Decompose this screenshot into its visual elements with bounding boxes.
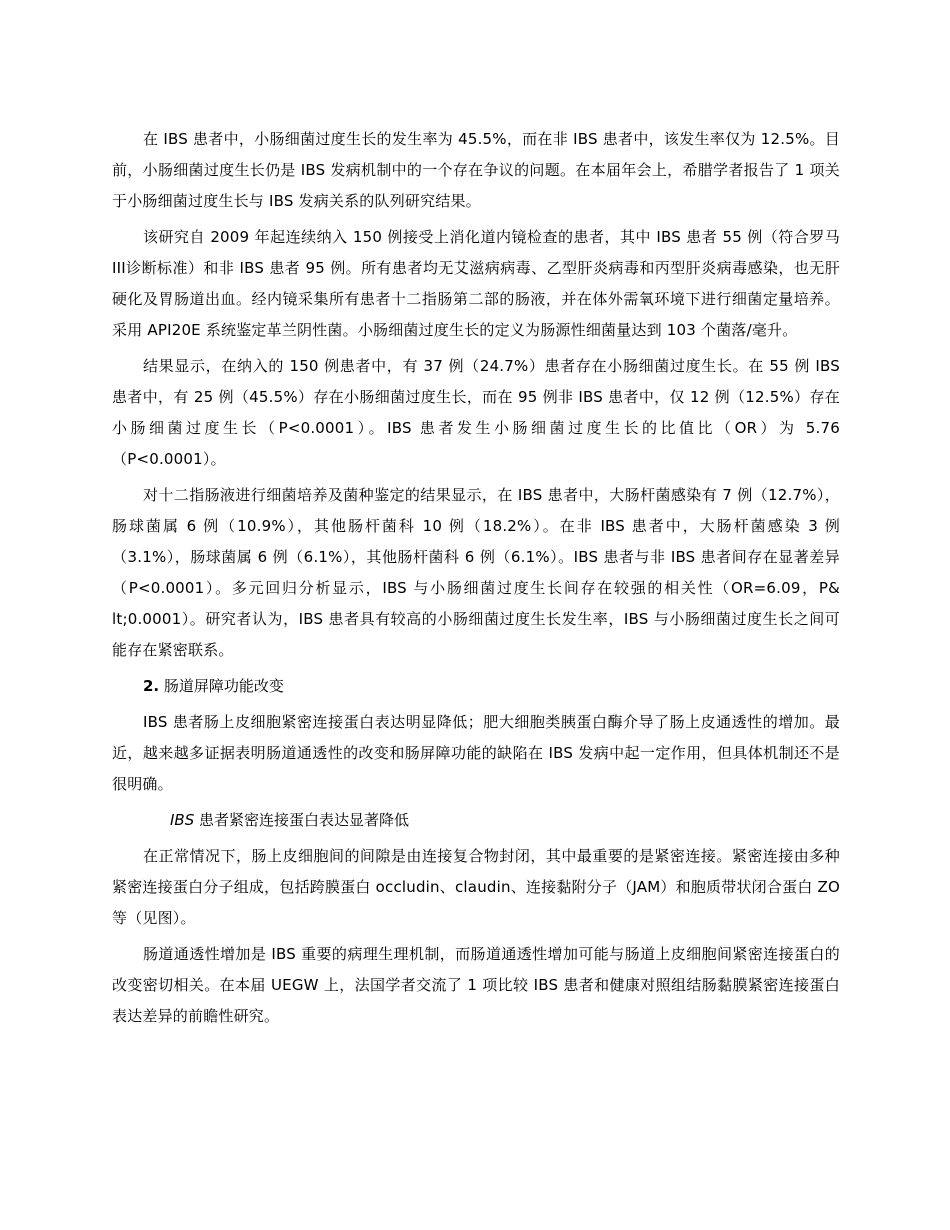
paragraph-permeability: 肠道通透性增加是 IBS 重要的病理生理机制，而肠道通透性增加可能与肠道上皮细胞间紧密连接蛋白的改变密切相关。在本届 UEGW 上，法国学者交流了 1 项比较 IBS 患者和健康对照组结肠黏膜紧密连接蛋白表达差异的前瞻性研究。 <box>112 945 840 1025</box>
subheading-latin: IBS <box>170 811 195 829</box>
subsection-heading-tight-junction <box>112 805 840 836</box>
section-heading-barrier <box>112 671 840 702</box>
subheading-text: 患者紧密连接蛋白表达显著降低 <box>194 811 410 829</box>
section-title: 肠道屏障功能改变 <box>159 677 284 695</box>
section-number: 2. <box>143 677 160 695</box>
paragraph-barrier-intro: IBS 患者肠上皮细胞紧密连接蛋白表达明显降低；肥大细胞类胰蛋白酶介导了肠上皮通透性的增加。最近，越来越多证据表明肠道通透性的改变和肠屏障功能的缺陷在 IBS 发病中起一定作用，但具体机制还不是很明确。 <box>112 713 840 793</box>
document-body <box>112 124 840 1037</box>
paragraph-study-design: 该研究自 2009 年起连续纳入 150 例接受上消化道内镜检查的患者，其中 IBS 患者 55 例（符合罗马III诊断标准）和非 IBS 患者 95 例。所有患者均无艾滋病病毒、乙型肝炎病毒和丙型肝炎病毒感染，也无肝硬化及胃肠道出血。经内镜采集所有患者十二指肠第二部的肠液，并在体外需氧环境下进行细菌定量培养。采用 API20E 系统鉴定革兰阴性菌。小肠细菌过度生长的定义为肠源性细菌量达到 103 个菌落/毫升。 <box>112 228 840 339</box>
paragraph-tight-junction: 在正常情况下，肠上皮细胞间的间隙是由连接复合物封闭，其中最重要的是紧密连接。紧密连接由多种紧密连接蛋白分子组成，包括跨膜蛋白 occludin、claudin、连接黏附分子（JAM）和胞质带状闭合蛋白 ZO 等（见图）。 <box>112 847 840 927</box>
paragraph-bacterial-culture: 对十二指肠液进行细菌培养及菌种鉴定的结果显示，在 IBS 患者中，大肠杆菌感染有 7 例（12.7%），肠球菌属 6 例（10.9%），其他肠杆菌科 10 例（18.2%）。在非 IBS 患者中，大肠杆菌感染 3 例（3.1%），肠球菌属 6 例（6.1%），其他肠杆菌科 6 例（6.1%）。IBS 患者与非 IBS 患者间存在显著差异（P<0.0001）。多元回归分析显示，IBS 与小肠细菌过度生长间存在较强的相关性（OR=6.09，P& lt;0.0001）。研究者认为，IBS 患者具有较高的小肠细菌过度生长发生率，IBS 与小肠细菌过度生长之间可能存在紧密联系。 <box>112 486 840 659</box>
paragraph-sibo-incidence: 在 IBS 患者中，小肠细菌过度生长的发生率为 45.5%，而在非 IBS 患者中，该发生率仅为 12.5%。目前，小肠细菌过度生长仍是 IBS 发病机制中的一个存在争议的问题。在本届年会上，希腊学者报告了 1 项关于小肠细菌过度生长与 IBS 发病关系的队列研究结果。 <box>112 130 840 210</box>
paragraph-results: 结果显示，在纳入的 150 例患者中，有 37 例（24.7%）患者存在小肠细菌过度生长。在 55 例 IBS 患者中，有 25 例（45.5%）存在小肠细菌过度生长，而在 95 例非 IBS 患者中，仅 12 例（12.5%）存在小肠细菌过度生长（P<0.0001）。IBS 患者发生小肠细菌过度生长的比值比（OR）为 5.76（P<0.0001）。 <box>112 357 840 468</box>
